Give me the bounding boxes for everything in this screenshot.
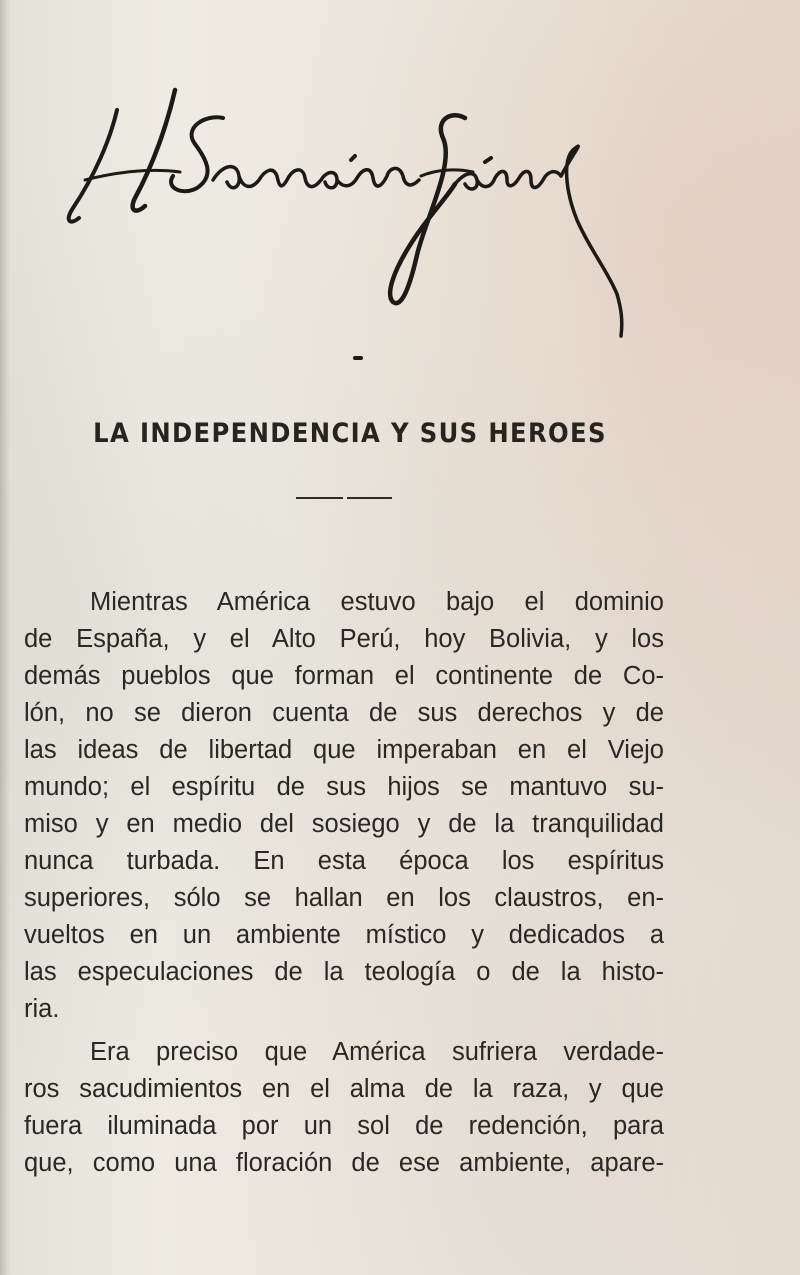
text-line: demás pueblos que forman el continente de Co-: [24, 662, 664, 690]
page-edge-shadow: [0, 0, 10, 1275]
text-line: lón, no se dieron cuenta de sus derechos y de: [24, 699, 664, 727]
text-line: Mientras América estuvo bajo el dominio: [90, 588, 664, 616]
text-line: vueltos en un ambiente místico y dedicados a: [24, 921, 664, 949]
text-line: de España, y el Alto Perú, hoy Bolivia, y los: [24, 625, 664, 653]
text-line: Era preciso que América sufriera verdade-: [90, 1038, 664, 1066]
paragraph-2: [24, 1034, 664, 1182]
text-line: ros sacudimientos en el alma de la raza, y que: [24, 1075, 664, 1103]
text-line: las especulaciones de la teología o de la histo-: [24, 958, 664, 986]
text-line: miso y en medio del sosiego y de la tranquilidad: [24, 810, 664, 838]
paragraph-1: [24, 584, 664, 1028]
title-separator-rule: [296, 497, 392, 499]
text-line: mundo; el espíritu de sus hijos se mantuvo su-: [24, 773, 664, 801]
text-line: fuera iluminada por un sol de redención, para: [24, 1112, 664, 1140]
signature-drawing: [55, 80, 635, 380]
text-line: que, como una floración de ese ambiente, apare-: [24, 1149, 664, 1177]
body-text: [24, 584, 664, 1182]
text-line: ria.: [24, 995, 60, 1023]
text-line: las ideas de libertad que imperaban en el Viejo: [24, 736, 664, 764]
text-line: superiores, sólo se hallan en los claustros, en-: [24, 884, 664, 912]
chapter-title: LA INDEPENDENCIA Y SUS HEROES: [93, 418, 607, 449]
handwritten-signature: [55, 80, 635, 380]
text-line: nunca turbada. En esta época los espíritus: [24, 847, 664, 875]
